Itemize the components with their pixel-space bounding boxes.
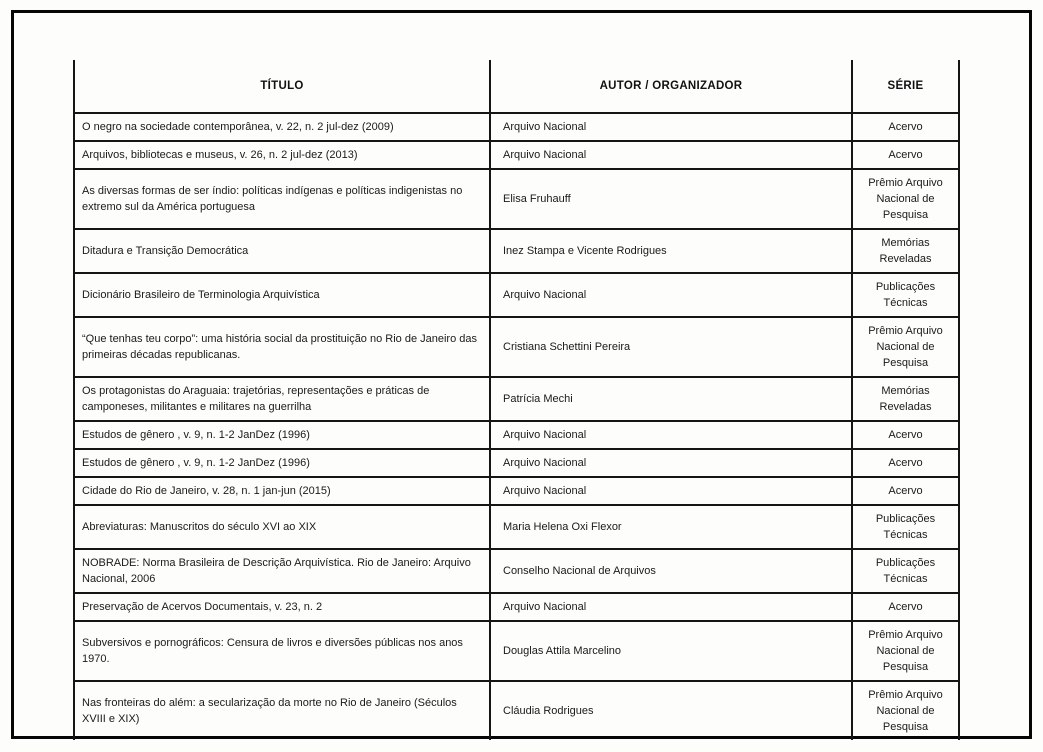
table-row bbox=[74, 621, 959, 681]
serie-cell: Prêmio Arquivo Nacional de Pesquisa bbox=[852, 169, 959, 229]
serie-cell: Acervo bbox=[852, 113, 959, 141]
table-row bbox=[74, 317, 959, 377]
title-cell: Cidade do Rio de Janeiro, v. 28, n. 1 jan-jun (2015) bbox=[74, 477, 490, 505]
table-row bbox=[74, 549, 959, 593]
table-row bbox=[74, 593, 959, 621]
serie-cell: Publicações Técnicas bbox=[852, 505, 959, 549]
author-cell: Inez Stampa e Vicente Rodrigues bbox=[490, 229, 852, 273]
table-row bbox=[74, 377, 959, 421]
column-header-autor-organizador: AUTOR / ORGANIZADOR bbox=[490, 60, 852, 113]
column-header-serie: SÉRIE bbox=[852, 60, 959, 113]
serie-cell: Acervo bbox=[852, 449, 959, 477]
serie-cell: Acervo bbox=[852, 141, 959, 169]
table-row bbox=[74, 273, 959, 317]
table-header bbox=[74, 60, 959, 113]
title-cell: Subversivos e pornográficos: Censura de livros e diversões públicas nos anos 1970. bbox=[74, 621, 490, 681]
author-cell: Elisa Fruhauff bbox=[490, 169, 852, 229]
author-cell: Arquivo Nacional bbox=[490, 449, 852, 477]
table-row bbox=[74, 229, 959, 273]
serie-cell: Acervo bbox=[852, 421, 959, 449]
table-row bbox=[74, 505, 959, 549]
title-cell: Estudos de gênero , v. 9, n. 1-2 JanDez (1996) bbox=[74, 421, 490, 449]
column-header-titulo: TÍTULO bbox=[74, 60, 490, 113]
serie-cell: Prêmio Arquivo Nacional de Pesquisa bbox=[852, 317, 959, 377]
title-cell: Nas fronteiras do além: a secularização da morte no Rio de Janeiro (Séculos XVIII e XIX) bbox=[74, 681, 490, 740]
serie-cell: Acervo bbox=[852, 593, 959, 621]
title-cell: O negro na sociedade contemporânea, v. 22, n. 2 jul-dez (2009) bbox=[74, 113, 490, 141]
author-cell: Arquivo Nacional bbox=[490, 421, 852, 449]
publications-table bbox=[73, 60, 960, 740]
author-cell: Arquivo Nacional bbox=[490, 593, 852, 621]
title-cell: As diversas formas de ser índio: políticas indígenas e políticas indigenistas no extremo sul da América portuguesa bbox=[74, 169, 490, 229]
title-cell: NOBRADE: Norma Brasileira de Descrição Arquivística. Rio de Janeiro: Arquivo Nacional, 2006 bbox=[74, 549, 490, 593]
title-cell: “Que tenhas teu corpo”: uma história social da prostituição no Rio de Janeiro das primeiras décadas republicanas. bbox=[74, 317, 490, 377]
serie-cell: Prêmio Arquivo Nacional de Pesquisa bbox=[852, 681, 959, 740]
serie-cell: Publicações Técnicas bbox=[852, 549, 959, 593]
table-row bbox=[74, 449, 959, 477]
title-cell: Dicionário Brasileiro de Terminologia Arquivística bbox=[74, 273, 490, 317]
table-row bbox=[74, 113, 959, 141]
author-cell: Arquivo Nacional bbox=[490, 141, 852, 169]
title-cell: Abreviaturas: Manuscritos do século XVI ao XIX bbox=[74, 505, 490, 549]
title-cell: Arquivos, bibliotecas e museus, v. 26, n. 2 jul-dez (2013) bbox=[74, 141, 490, 169]
table-row bbox=[74, 477, 959, 505]
author-cell: Conselho Nacional de Arquivos bbox=[490, 549, 852, 593]
title-cell: Ditadura e Transição Democrática bbox=[74, 229, 490, 273]
table-row bbox=[74, 141, 959, 169]
author-cell: Arquivo Nacional bbox=[490, 273, 852, 317]
title-cell: Os protagonistas do Araguaia: trajetórias, representações e práticas de camponeses, militantes e militares na guerrilha bbox=[74, 377, 490, 421]
title-cell: Estudos de gênero , v. 9, n. 1-2 JanDez (1996) bbox=[74, 449, 490, 477]
table-row bbox=[74, 421, 959, 449]
author-cell: Patrícia Mechi bbox=[490, 377, 852, 421]
serie-cell: Acervo bbox=[852, 477, 959, 505]
serie-cell: Prêmio Arquivo Nacional de Pesquisa bbox=[852, 621, 959, 681]
author-cell: Arquivo Nacional bbox=[490, 477, 852, 505]
table-row bbox=[74, 169, 959, 229]
header-row bbox=[74, 60, 959, 113]
table-row bbox=[74, 681, 959, 740]
title-cell: Preservação de Acervos Documentais, v. 23, n. 2 bbox=[74, 593, 490, 621]
serie-cell: Memórias Reveladas bbox=[852, 229, 959, 273]
serie-cell: Publicações Técnicas bbox=[852, 273, 959, 317]
author-cell: Maria Helena Oxi Flexor bbox=[490, 505, 852, 549]
serie-cell: Memórias Reveladas bbox=[852, 377, 959, 421]
author-cell: Arquivo Nacional bbox=[490, 113, 852, 141]
author-cell: Cláudia Rodrigues bbox=[490, 681, 852, 740]
author-cell: Douglas Attila Marcelino bbox=[490, 621, 852, 681]
table-body bbox=[74, 113, 959, 740]
author-cell: Cristiana Schettini Pereira bbox=[490, 317, 852, 377]
